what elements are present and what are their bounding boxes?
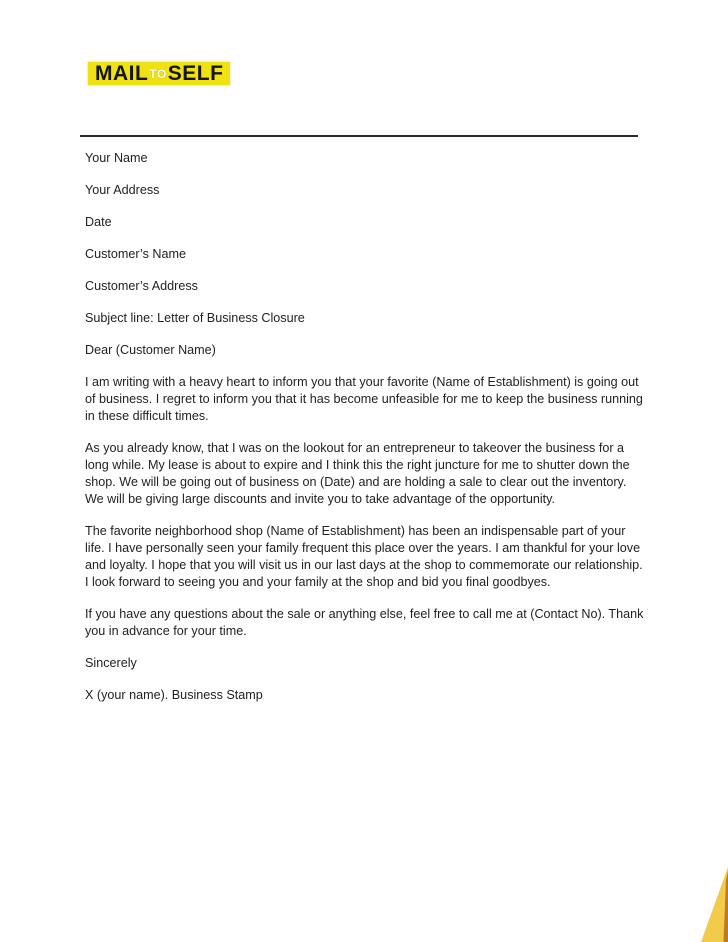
sender-address: Your Address bbox=[85, 183, 160, 197]
sender-name: Your Name bbox=[85, 151, 148, 165]
logo-word-self: SELF bbox=[167, 62, 224, 85]
logo-word-mail: MAIL bbox=[95, 62, 149, 85]
paragraph-4: If you have any questions about the sale or anything else, feel free to call me at (Contact No). Thank you in advance for your time. bbox=[85, 607, 644, 638]
closing: Sincerely bbox=[85, 656, 137, 670]
mail-to-self-logo bbox=[88, 62, 230, 85]
subject-line: Subject line: Letter of Business Closure bbox=[85, 311, 305, 325]
corner-wedge-decoration bbox=[701, 867, 728, 942]
customer-address: Customer’s Address bbox=[85, 279, 198, 293]
paragraph-1: I am writing with a heavy heart to inform you that your favorite (Name of Establishment) is going out of business. I regret to inform you that it has become unfeasible for me to keep the business running in these difficult times. bbox=[85, 375, 643, 423]
customer-name: Customer’s Name bbox=[85, 247, 187, 261]
paragraph-2: As you already know, that I was on the lookout for an entrepreneur to takeover the business for a long while. My lease is about to expire and I think this the right juncture for me to shutter down the shop. We will be going out of business on (Date) and are holding a sale to clear out the inventory. We will be giving large discounts and invite you to take advantage of the opportunity. bbox=[85, 441, 630, 506]
letter-date: Date bbox=[85, 215, 112, 229]
paragraph-3: The favorite neighborhood shop (Name of Establishment) has been an indispensable part of your life. I have personally seen your family frequent this place over the years. I am thankful for your love and loyalty. I hope that you will visit us in our last days at the shop to commemorate our relationship. I look forward to seeing you and your family at the shop and bid you final goodbyes. bbox=[85, 524, 643, 589]
corner-wedge-body bbox=[701, 867, 728, 942]
letter-body bbox=[85, 150, 645, 719]
salutation: Dear (Customer Name) bbox=[85, 343, 216, 357]
header-divider-line bbox=[80, 135, 638, 137]
logo-word-to: TO bbox=[149, 67, 167, 81]
signature-line: X (your name). Business Stamp bbox=[85, 688, 263, 702]
